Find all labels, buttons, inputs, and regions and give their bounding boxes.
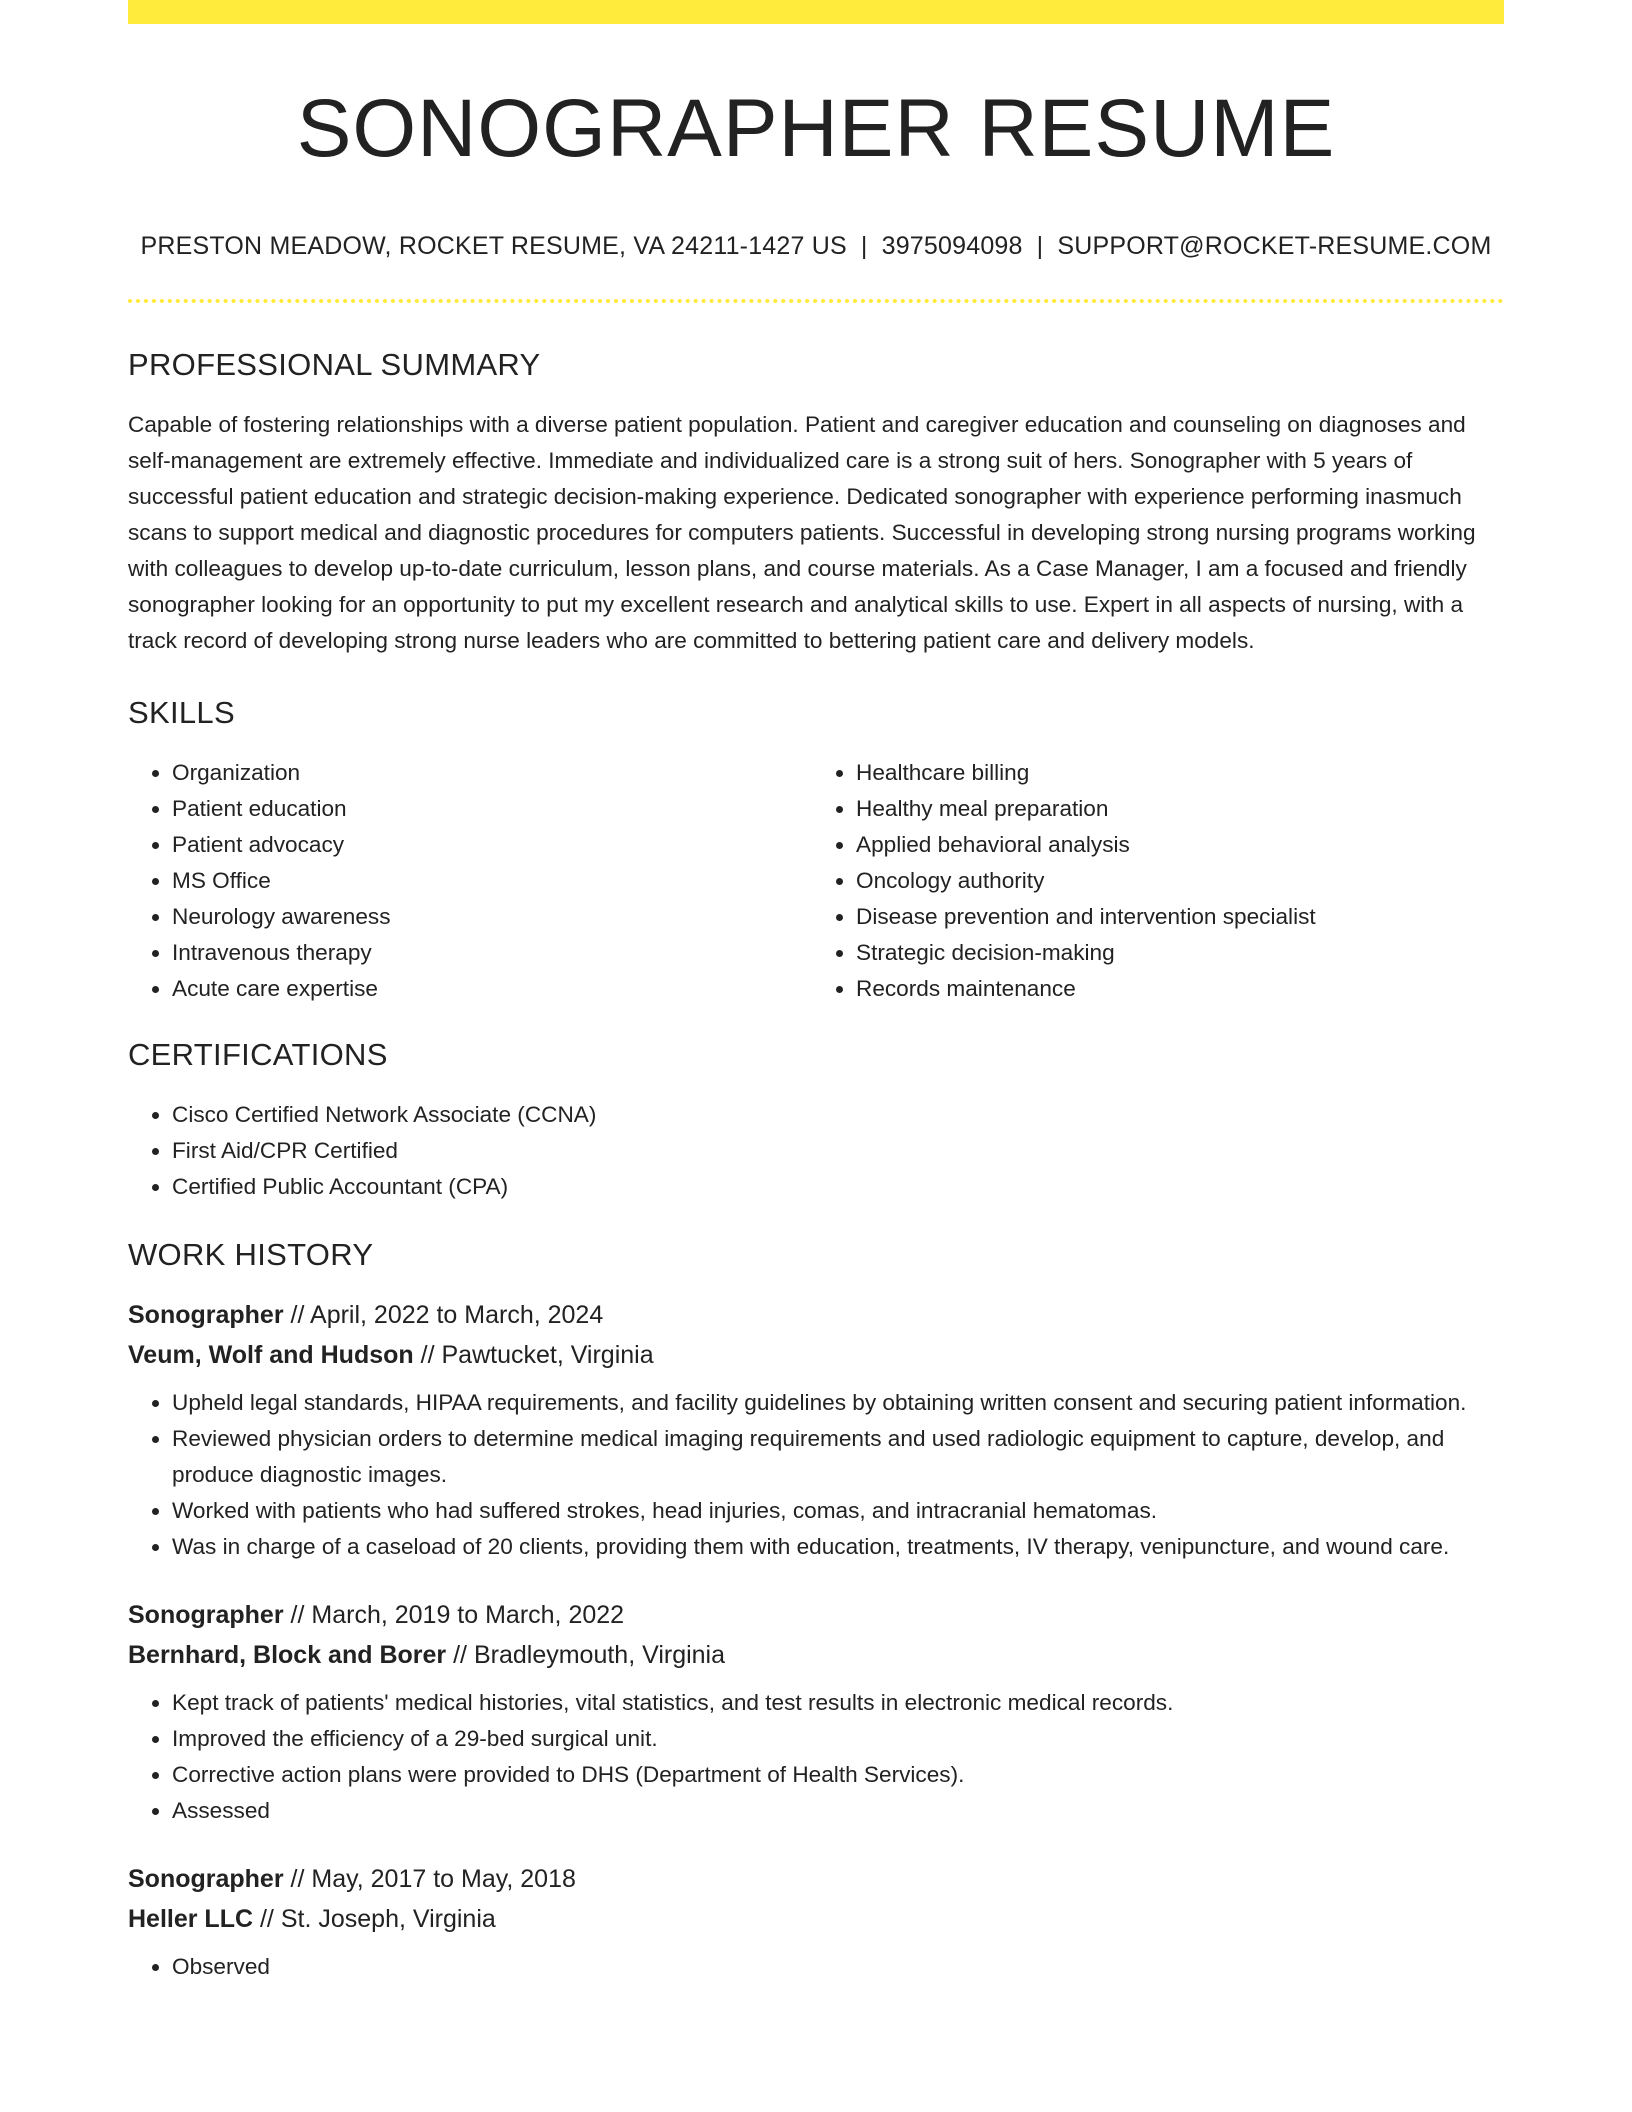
job-bullet: • Corrective action plans were provided to DHS (Department of Health Services). — [172, 1757, 1504, 1793]
job-entry — [128, 1859, 1504, 1985]
contact-address: PRESTON MEADOW, ROCKET RESUME, VA 24211-1427 US — [140, 232, 847, 261]
work-history-heading: WORK HISTORY — [128, 1237, 374, 1273]
accent-top-bar — [128, 0, 1504, 24]
job-divider: // — [290, 1301, 305, 1330]
job-dates: May, 2017 to May, 2018 — [311, 1865, 576, 1894]
summary-text: Capable of fostering relationships with a diverse patient population. Patient and caregiver education and counseling on diagnoses and self-management are extremely effective. Immediate and individualized care is a strong suit of hers. Sonographer with 5 years of successful patient education and strategic decision-making experience. Dedicated sonographer with experience performing inasmuch scans to support medical and diagnostic procedures for computers patients. Successful in developing strong nursing programs working with colleagues to develop up-to-date curriculum, lesson plans, and course materials. As a Case Manager, I am a focused and friendly sonographer looking for an opportunity to put my excellent research and analytical skills to use. Expert in all aspects of nursing, with a track record of developing strong nurse leaders who are committed to bettering patient care and delivery models. — [128, 412, 1476, 654]
job-title-line — [128, 1859, 1504, 1899]
job-title-line — [128, 1295, 1504, 1335]
skill-item: • Patient education — [172, 791, 806, 827]
job-bullet: • Reviewed physician orders to determine medical imaging requirements and used radiologic equipment to capture, develop, and produce diagnostic images. — [172, 1421, 1504, 1493]
job-company: Heller LLC — [128, 1905, 254, 1934]
contact-email: SUPPORT@ROCKET-RESUME.COM — [1057, 232, 1492, 261]
job-company-line — [128, 1899, 1504, 1939]
job-divider: // — [290, 1865, 305, 1894]
skill-item: • Healthy meal preparation — [856, 791, 1490, 827]
job-dates: March, 2019 to March, 2022 — [311, 1601, 625, 1630]
job-bullets — [128, 1685, 1504, 1829]
certification-item: • First Aid/CPR Certified — [172, 1133, 1504, 1169]
skills-heading: SKILLS — [128, 695, 235, 731]
job-location: Bradleymouth, Virginia — [473, 1641, 726, 1670]
job-bullet: • Was in charge of a caseload of 20 clients, providing them with education, treatments, IV therapy, venipuncture, and wound care. — [172, 1529, 1504, 1565]
job-location: St. Joseph, Virginia — [280, 1905, 496, 1934]
job-bullet: • Kept track of patients' medical histories, vital statistics, and test results in electronic medical records. — [172, 1685, 1504, 1721]
job-entry — [128, 1595, 1504, 1829]
skill-item: • Healthcare billing — [856, 755, 1490, 791]
job-bullets — [128, 1385, 1504, 1565]
resume-page — [128, 0, 1504, 1985]
skill-item: • Oncology authority — [856, 863, 1490, 899]
skill-item: • Patient advocacy — [172, 827, 806, 863]
job-bullet: • Improved the efficiency of a 29-bed surgical unit. — [172, 1721, 1504, 1757]
skill-item: • MS Office — [172, 863, 806, 899]
job-company-line — [128, 1635, 1504, 1675]
skill-item: • Intravenous therapy — [172, 935, 806, 971]
job-bullets — [128, 1949, 1504, 1985]
job-title: Sonographer — [128, 1865, 284, 1894]
skill-item: • Disease prevention and intervention specialist — [856, 899, 1490, 935]
job-divider: // — [420, 1341, 435, 1370]
job-divider: // — [259, 1905, 274, 1934]
skill-item: • Organization — [172, 755, 806, 791]
certifications-list — [128, 1097, 1504, 1205]
contact-separator: | — [1036, 232, 1044, 261]
skill-item: • Neurology awareness — [172, 899, 806, 935]
job-company: Bernhard, Block and Borer — [128, 1641, 447, 1670]
resume-title: SONOGRAPHER RESUME — [296, 83, 1336, 174]
job-dates: April, 2022 to March, 2024 — [310, 1301, 604, 1330]
job-location: Pawtucket, Virginia — [441, 1341, 654, 1370]
job-bullet: • Assessed — [172, 1793, 1504, 1829]
job-title: Sonographer — [128, 1301, 284, 1330]
certification-item: • Certified Public Accountant (CPA) — [172, 1169, 1504, 1205]
skills-columns — [128, 755, 1504, 1007]
job-company: Veum, Wolf and Hudson — [128, 1341, 414, 1370]
certification-item: • Cisco Certified Network Associate (CCNA) — [172, 1097, 1504, 1133]
skill-item: • Applied behavioral analysis — [856, 827, 1490, 863]
job-bullet: • Upheld legal standards, HIPAA requirements, and facility guidelines by obtaining written consent and securing patient information. — [172, 1385, 1504, 1421]
skill-item: • Acute care expertise — [172, 971, 806, 1007]
skill-item: • Records maintenance — [856, 971, 1490, 1007]
job-company-line — [128, 1335, 1504, 1375]
job-entry — [128, 1295, 1504, 1565]
contact-line — [128, 232, 1504, 261]
job-divider: // — [290, 1601, 305, 1630]
summary-heading: PROFESSIONAL SUMMARY — [128, 347, 541, 383]
job-bullet: • Worked with patients who had suffered strokes, head injuries, comas, and intracranial hematomas. — [172, 1493, 1504, 1529]
job-title-line — [128, 1595, 1504, 1635]
job-title: Sonographer — [128, 1601, 284, 1630]
skills-list-right — [806, 755, 1490, 1007]
skills-list-left — [128, 755, 806, 1007]
contact-separator: | — [860, 232, 868, 261]
job-bullet: • Observed — [172, 1949, 1504, 1985]
certifications-heading: CERTIFICATIONS — [128, 1037, 388, 1073]
job-divider: // — [453, 1641, 467, 1670]
contact-phone: 3975094098 — [881, 232, 1023, 261]
dotted-divider — [128, 299, 1504, 303]
skill-item: • Strategic decision-making — [856, 935, 1490, 971]
